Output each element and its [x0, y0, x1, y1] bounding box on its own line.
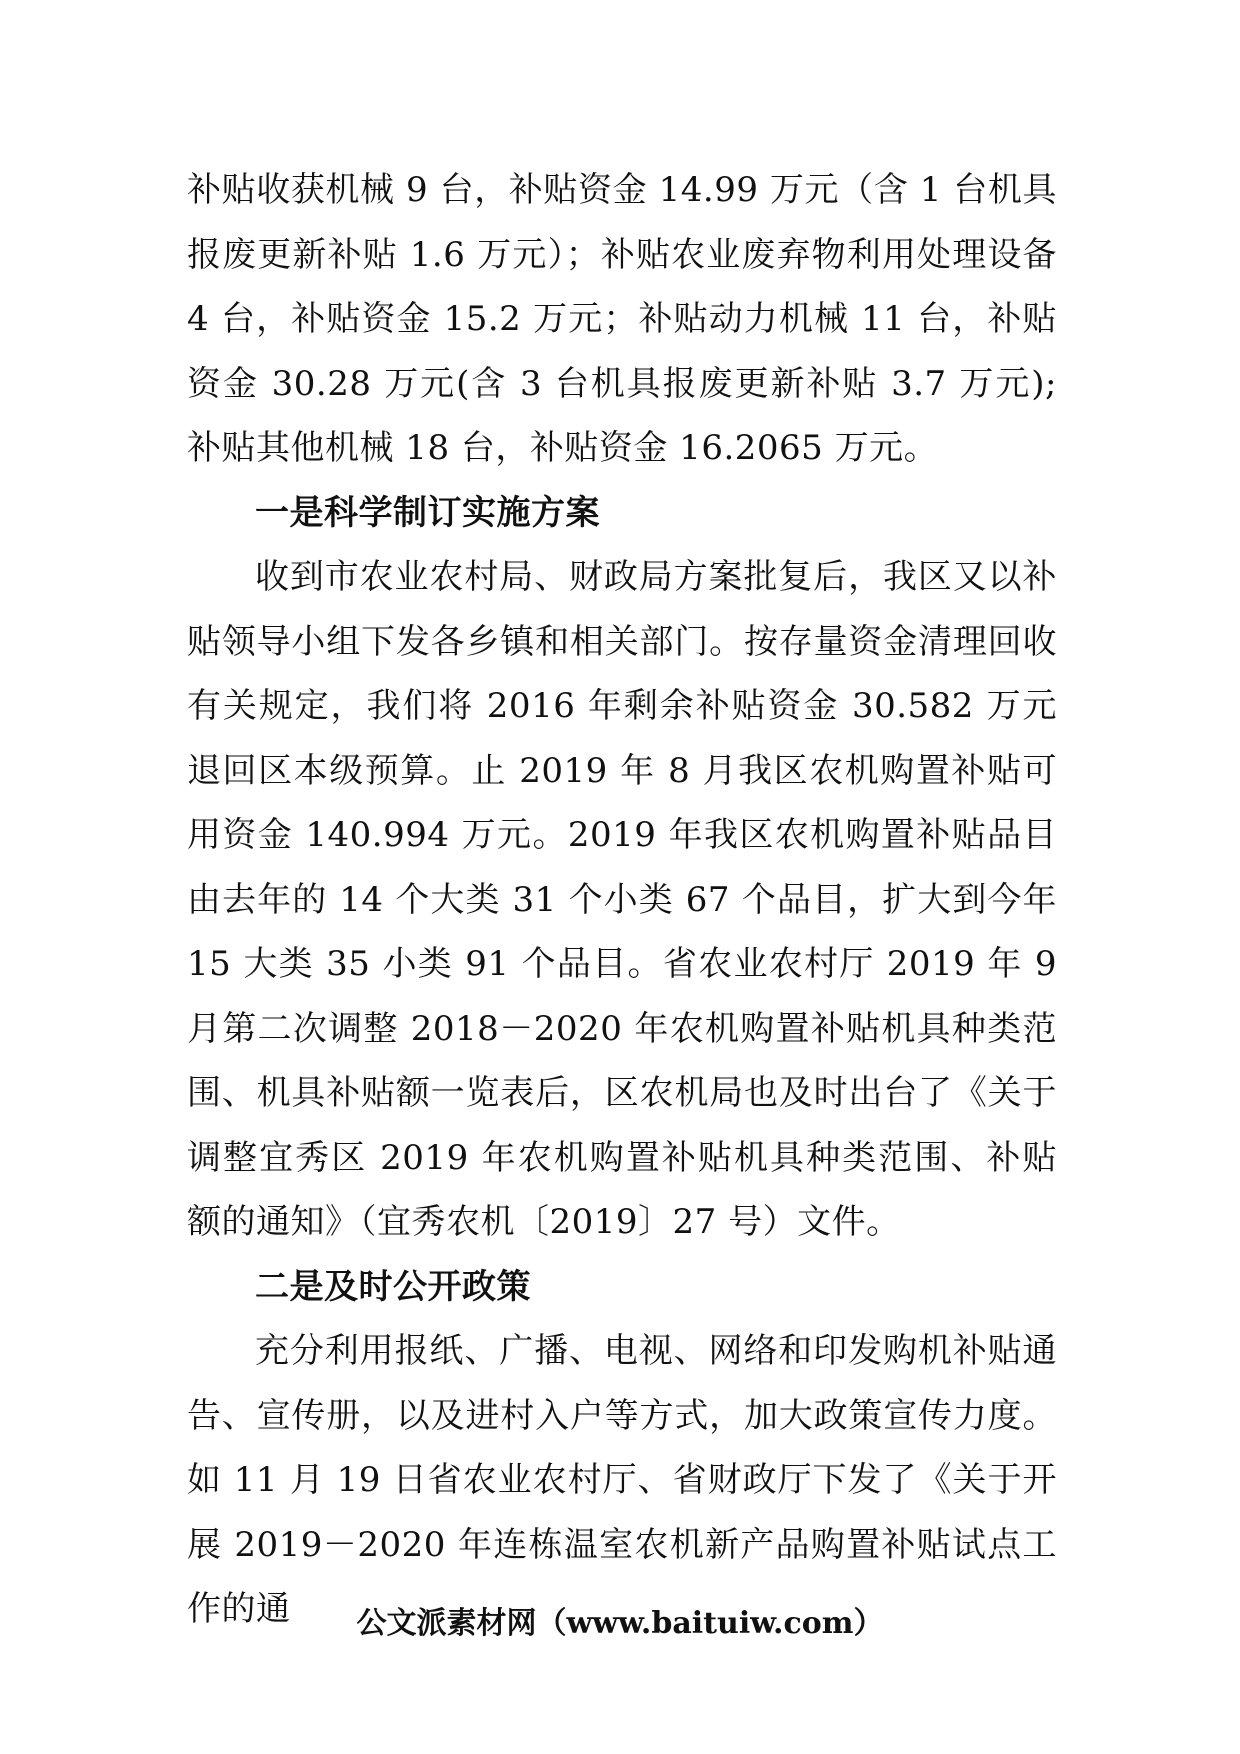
page-footer-watermark: 公文派素材网（www.baituiw.com）: [356, 1606, 884, 1641]
section-heading-2: 二是及时公开政策: [255, 1266, 531, 1307]
document-body: [187, 158, 1057, 1642]
section-heading-1: 一是科学制订实施方案: [255, 492, 600, 533]
paragraph-policy-publicity: 充分利用报纸、广播、电视、网络和印发购机补贴通告、宣传册，以及进村入户等方式，加大政策宣传力度。如 11 月 19 日省农业农村厅、省财政厅下发了《关于开展 2019－2020 年连栋温室农机新产品购置补贴试点工作的通: [187, 1331, 1057, 1629]
paragraph-implementation-plan: 收到市农业农村局、财政局方案批复后，我区又以补贴领导小组下发各乡镇和相关部门。按存量资金清理回收有关规定，我们将 2016 年剩余补贴资金 30.582 万元退回区本级预算。止 2019 年 8 月我区农机购置补贴可用资金 140.994 万元。2019 年我区农机购置补贴品目由去年的 14 个大类 31 个小类 67 个品目，扩大到今年 15 大类 35 小类 91 个品目。省农业农村厅 2019 年 9 月第二次调整 2018－2020 年农机购置补贴机具种类范围、机具补贴额一览表后，区农机局也及时出台了《关于调整宜秀区 2019 年农机购置补贴机具种类范围、补贴额的通知》（宜秀农机〔2019〕27 号）文件。: [187, 557, 1057, 1242]
paragraph-subsidy-summary: 补贴收获机械 9 台，补贴资金 14.99 万元（含 1 台机具报废更新补贴 1.6 万元）；补贴农业废弃物利用处理设备 4 台，补贴资金 15.2 万元；补贴动力机械 11 台，补贴资金 30.28 万元(含 3 台机具报废更新补贴 3.7 万元);补贴其他机械 18 台，补贴资金 16.2065 万元。: [187, 170, 1057, 468]
